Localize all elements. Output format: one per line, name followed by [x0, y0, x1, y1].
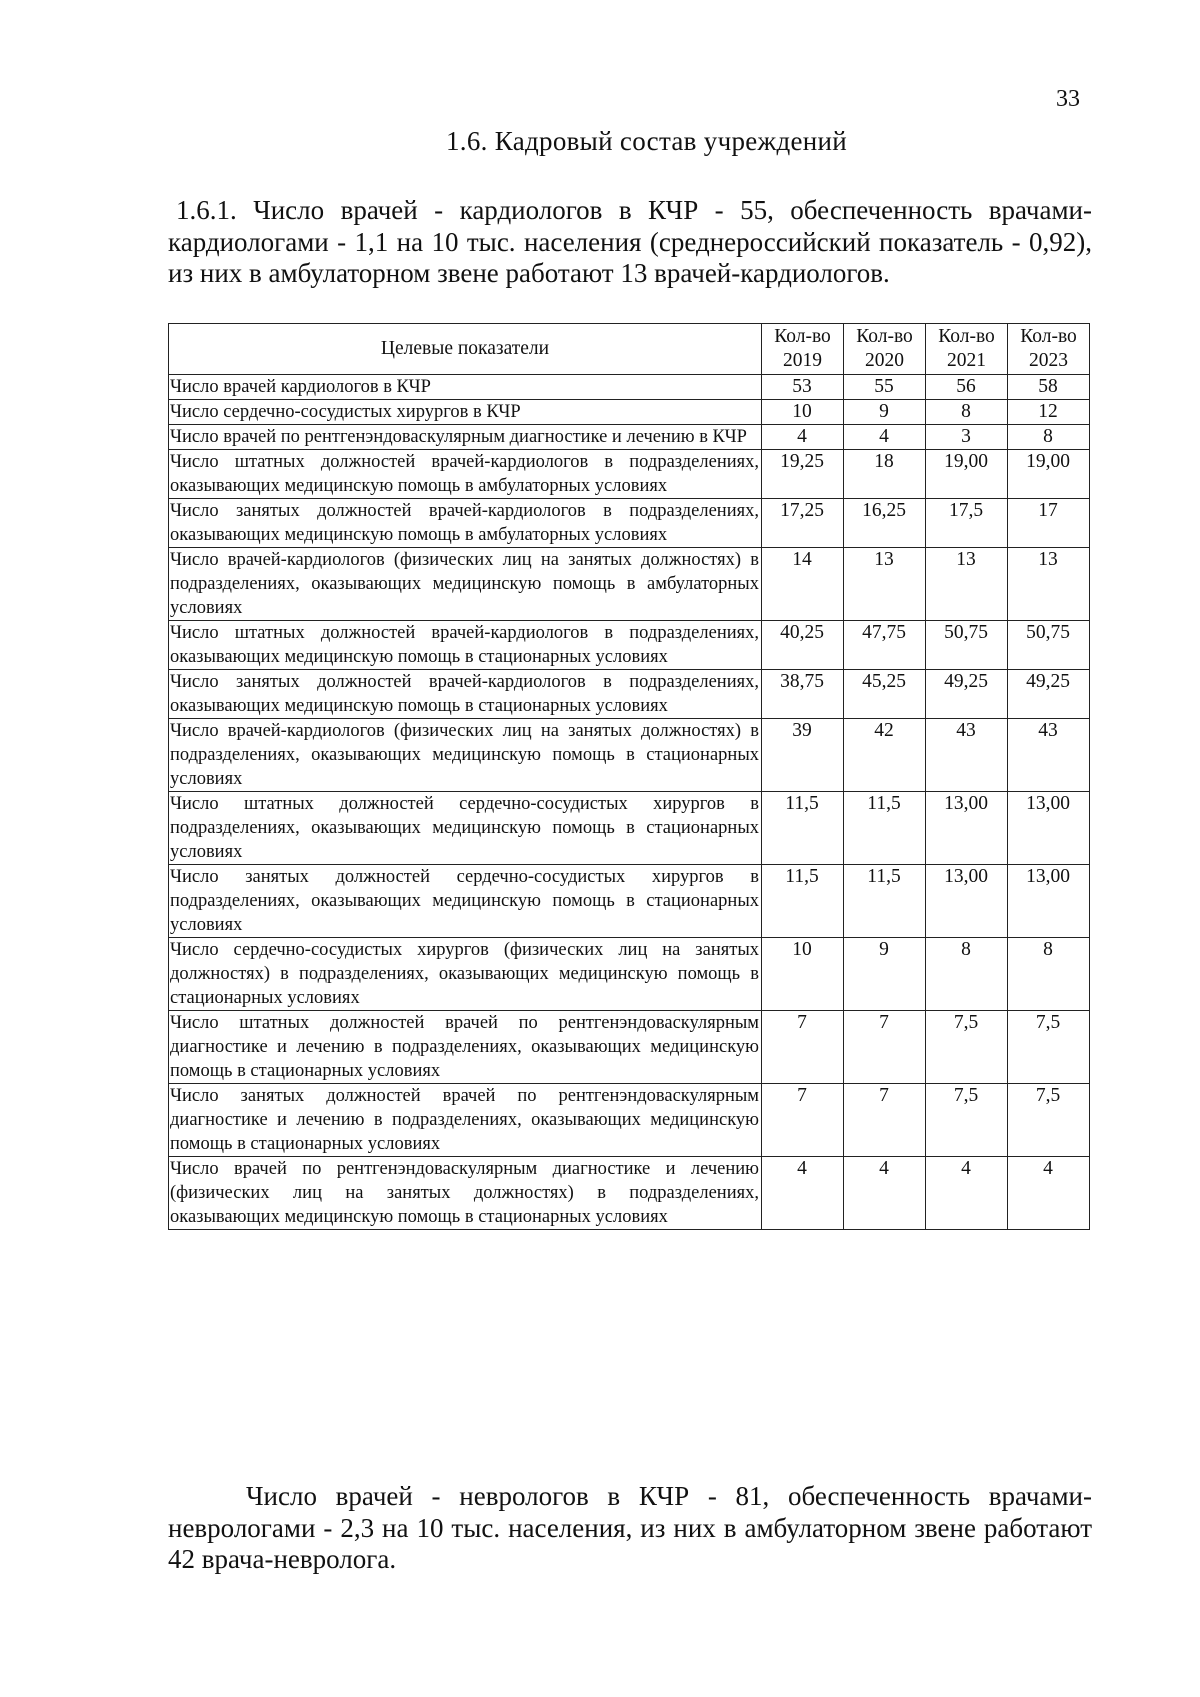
header-year-2023-line1: Кол-во — [1020, 326, 1077, 347]
table-row — [169, 548, 1090, 621]
row-value: 49,25 — [926, 670, 1008, 719]
table-row — [169, 425, 1090, 450]
row-value: 7,5 — [926, 1011, 1008, 1084]
row-value: 4 — [844, 1157, 926, 1230]
row-value: 13,00 — [1008, 865, 1090, 938]
header-year-2021-line2: 2021 — [947, 350, 986, 371]
row-label: Число занятых должностей сердечно-сосудистых хирургов в подразделениях, оказывающих медицинскую помощь в стационарных условиях — [169, 865, 762, 938]
row-value: 17,5 — [926, 499, 1008, 548]
row-value: 8 — [926, 400, 1008, 425]
indicators-table — [168, 323, 1090, 1230]
row-value: 13,00 — [926, 865, 1008, 938]
row-value: 12 — [1008, 400, 1090, 425]
row-value: 9 — [844, 938, 926, 1011]
table-row — [169, 865, 1090, 938]
row-label: Число сердечно-сосудистых хирургов (физических лиц на занятых должностях) в подразделениях, оказывающих медицинскую помощь в стационарных условиях — [169, 938, 762, 1011]
row-value: 7 — [844, 1084, 926, 1157]
row-value: 19,25 — [762, 450, 844, 499]
row-value: 4 — [926, 1157, 1008, 1230]
row-value: 53 — [762, 375, 844, 400]
row-value: 11,5 — [762, 792, 844, 865]
row-value: 43 — [926, 719, 1008, 792]
row-value: 17,25 — [762, 499, 844, 548]
header-year-2023-line2: 2023 — [1029, 350, 1068, 371]
row-label: Число врачей-кардиологов (физических лиц на занятых должностях) в подразделениях, оказывающих медицинскую помощь в стационарных условиях — [169, 719, 762, 792]
row-label: Число врачей по рентгенэндоваскулярным диагностике и лечению в КЧР — [169, 425, 762, 450]
row-value: 50,75 — [1008, 621, 1090, 670]
row-value: 8 — [1008, 425, 1090, 450]
table-row — [169, 621, 1090, 670]
row-value: 19,00 — [1008, 450, 1090, 499]
table-header-row — [169, 324, 1090, 375]
row-value: 40,25 — [762, 621, 844, 670]
table-row — [169, 400, 1090, 425]
row-label: Число сердечно-сосудистых хирургов в КЧР — [169, 400, 762, 425]
row-label: Число штатных должностей сердечно-сосудистых хирургов в подразделениях, оказывающих медицинскую помощь в стационарных условиях — [169, 792, 762, 865]
row-value: 49,25 — [1008, 670, 1090, 719]
row-value: 7,5 — [1008, 1084, 1090, 1157]
row-value: 11,5 — [762, 865, 844, 938]
row-value: 13,00 — [1008, 792, 1090, 865]
row-value: 50,75 — [926, 621, 1008, 670]
row-value: 4 — [1008, 1157, 1090, 1230]
row-value: 16,25 — [844, 499, 926, 548]
table-row — [169, 375, 1090, 400]
header-year-2020-line2: 2020 — [865, 350, 904, 371]
header-year-2019-line2: 2019 — [783, 350, 822, 371]
row-label: Число занятых должностей врачей по рентгенэндоваскулярным диагностике и лечению в подразделениях, оказывающих медицинскую помощь в стационарных условиях — [169, 1084, 762, 1157]
section-title: 1.6. Кадровый состав учреждений — [446, 126, 848, 156]
row-value: 17 — [1008, 499, 1090, 548]
table-row — [169, 1011, 1090, 1084]
table-row — [169, 1157, 1090, 1230]
table-body — [169, 375, 1090, 1230]
table-row — [169, 670, 1090, 719]
header-year-2020-line1: Кол-во — [856, 326, 913, 347]
row-value: 7,5 — [926, 1084, 1008, 1157]
row-value: 19,00 — [926, 450, 1008, 499]
header-year-2021-line1: Кол-во — [938, 326, 995, 347]
row-value: 14 — [762, 548, 844, 621]
row-label: Число врачей по рентгенэндоваскулярным диагностике и лечению (физических лиц на занятых должностях) в подразделениях, оказывающих медицинскую помощь в стационарных условиях — [169, 1157, 762, 1230]
row-label: Число штатных должностей врачей-кардиологов в подразделениях, оказывающих медицинскую помощь в амбулаторных условиях — [169, 450, 762, 499]
row-value: 7 — [844, 1011, 926, 1084]
row-label: Число штатных должностей врачей по рентгенэндоваскулярным диагностике и лечению в подразделениях, оказывающих медицинскую помощь в стационарных условиях — [169, 1011, 762, 1084]
closing-paragraph: Число врачей - неврологов в КЧР - 81, обеспеченность врачами-неврологами - 2,3 на 10 тыс. населения, из них в амбулаторном звене работают 42 врача-невролога. — [168, 1481, 1092, 1574]
row-value: 3 — [926, 425, 1008, 450]
row-label: Число врачей кардиологов в КЧР — [169, 375, 762, 400]
row-value: 43 — [1008, 719, 1090, 792]
header-year-2019 — [762, 324, 844, 375]
row-value: 38,75 — [762, 670, 844, 719]
row-value: 10 — [762, 938, 844, 1011]
row-value: 7 — [762, 1011, 844, 1084]
row-value: 8 — [1008, 938, 1090, 1011]
row-value: 13 — [926, 548, 1008, 621]
row-value: 7,5 — [1008, 1011, 1090, 1084]
row-value: 13 — [844, 548, 926, 621]
row-value: 11,5 — [844, 865, 926, 938]
row-value: 8 — [926, 938, 1008, 1011]
row-value: 13 — [1008, 548, 1090, 621]
table-row — [169, 719, 1090, 792]
row-value: 42 — [844, 719, 926, 792]
row-value: 7 — [762, 1084, 844, 1157]
page-number: 33 — [1056, 86, 1080, 112]
header-year-2020 — [844, 324, 926, 375]
row-label: Число занятых должностей врачей-кардиологов в подразделениях, оказывающих медицинскую помощь в стационарных условиях — [169, 670, 762, 719]
row-value: 4 — [762, 425, 844, 450]
table-row — [169, 792, 1090, 865]
row-value: 58 — [1008, 375, 1090, 400]
intro-paragraph: 1.6.1. Число врачей - кардиологов в КЧР - 55, обеспеченность врачами-кардиологами - 1,1 на 10 тыс. населения (среднероссийский показатель - 0,92), из них в амбулаторном звене работают 13 врачей-кардиологов. — [168, 195, 1092, 288]
row-label: Число врачей-кардиологов (физических лиц на занятых должностях) в подразделениях, оказывающих медицинскую помощь в амбулаторных условиях — [169, 548, 762, 621]
row-value: 11,5 — [844, 792, 926, 865]
header-indicators: Целевые показатели — [169, 324, 762, 375]
table-row — [169, 1084, 1090, 1157]
row-value: 9 — [844, 400, 926, 425]
row-value: 55 — [844, 375, 926, 400]
row-value: 18 — [844, 450, 926, 499]
header-year-2023 — [1008, 324, 1090, 375]
row-value: 10 — [762, 400, 844, 425]
row-value: 13,00 — [926, 792, 1008, 865]
header-year-2019-line1: Кол-во — [774, 326, 831, 347]
row-value: 39 — [762, 719, 844, 792]
row-label: Число штатных должностей врачей-кардиологов в подразделениях, оказывающих медицинскую помощь в стационарных условиях — [169, 621, 762, 670]
row-value: 45,25 — [844, 670, 926, 719]
table-row — [169, 450, 1090, 499]
row-value: 56 — [926, 375, 1008, 400]
row-label: Число занятых должностей врачей-кардиологов в подразделениях, оказывающих медицинскую помощь в амбулаторных условиях — [169, 499, 762, 548]
table-row — [169, 938, 1090, 1011]
row-value: 47,75 — [844, 621, 926, 670]
header-year-2021 — [926, 324, 1008, 375]
row-value: 4 — [844, 425, 926, 450]
row-value: 4 — [762, 1157, 844, 1230]
table-row — [169, 499, 1090, 548]
